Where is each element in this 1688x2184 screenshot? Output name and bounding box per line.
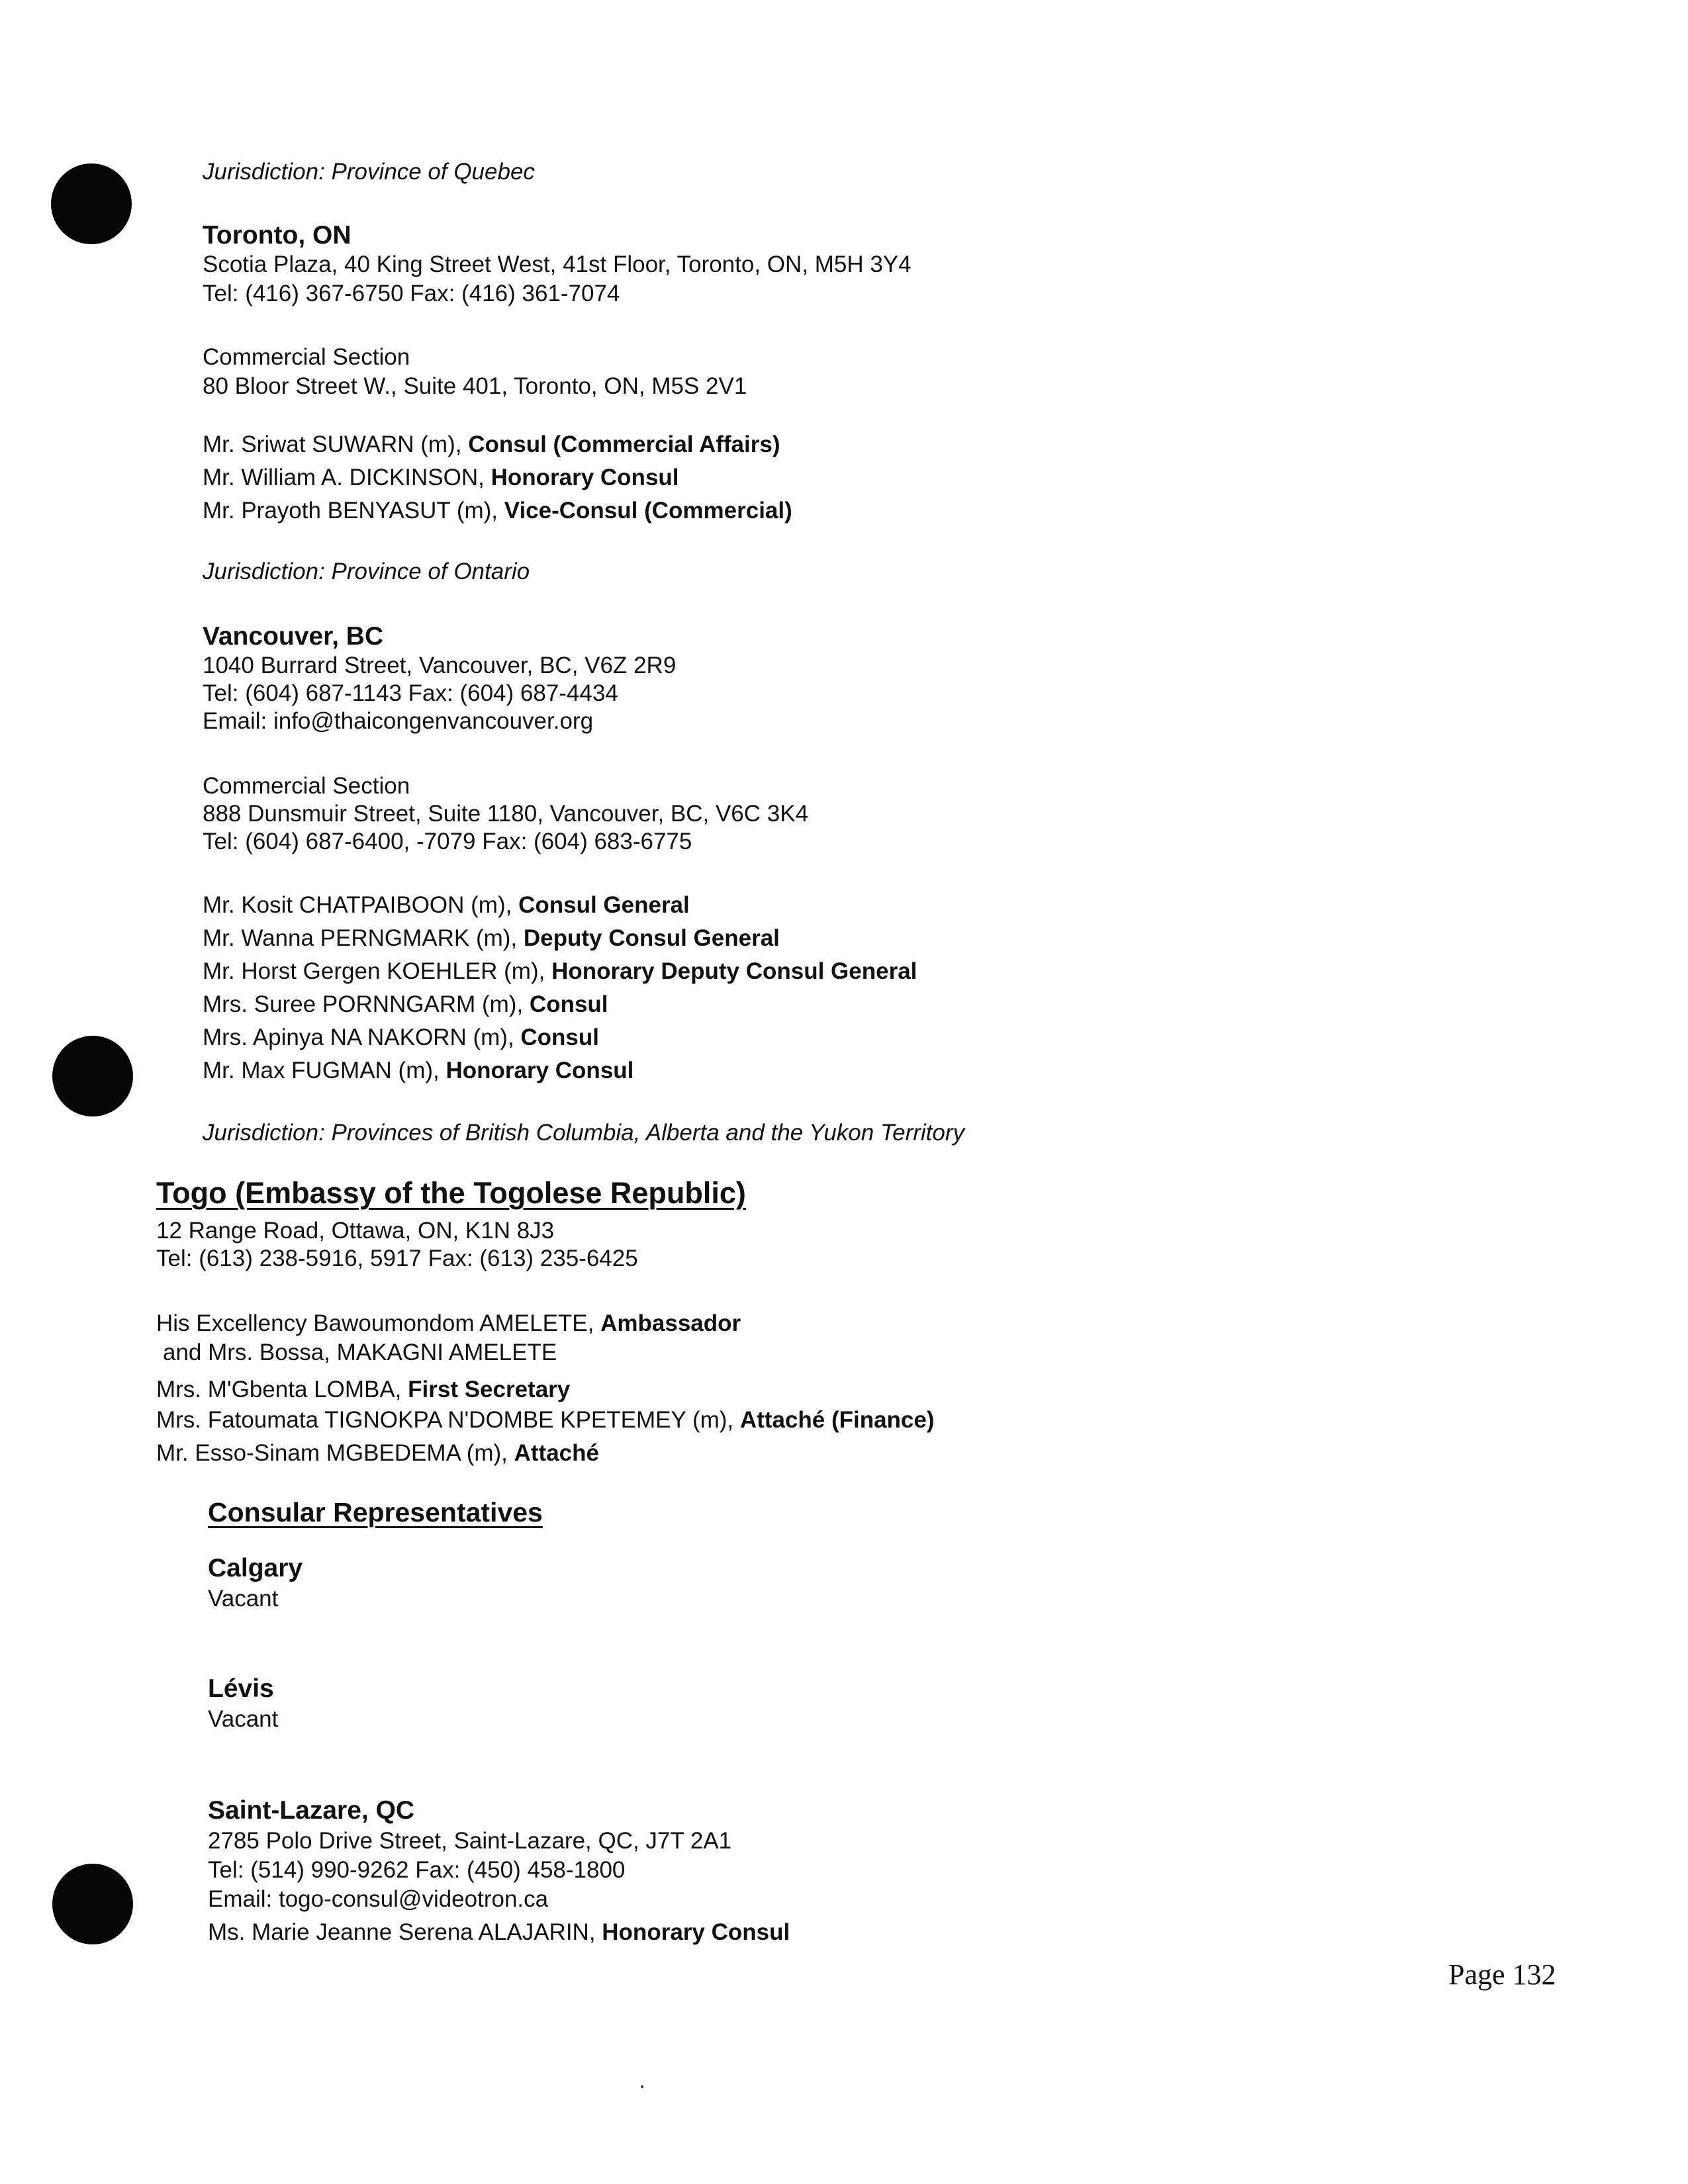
staff-name: Mr. Max FUGMAN (m), xyxy=(203,1058,446,1083)
staff-name: His Excellency Bawoumondom AMELETE, xyxy=(156,1310,601,1336)
staff-line xyxy=(203,1056,633,1085)
togo-tel: Tel: (613) 238-5916, 5917 Fax: (613) 235-6425 xyxy=(156,1246,638,1271)
vancouver-heading: Vancouver, BC xyxy=(203,622,384,651)
jurisdiction-quebec: Jurisdiction: Province of Quebec xyxy=(203,159,535,185)
staff-name: Mrs. Suree PORNNGARM (m), xyxy=(203,991,530,1017)
staff-line xyxy=(156,1375,570,1404)
staff-line xyxy=(156,1406,935,1435)
toronto-commercial-label: Commercial Section xyxy=(203,344,410,370)
scan-speck xyxy=(641,2085,643,2088)
staff-title: Vice-Consul (Commercial) xyxy=(504,498,792,523)
staff-name: Ms. Marie Jeanne Serena ALAJARIN, xyxy=(208,1919,602,1945)
jurisdiction-ontario: Jurisdiction: Province of Ontario xyxy=(203,559,530,584)
staff-title: Attaché (Finance) xyxy=(739,1407,935,1433)
binder-hole-top xyxy=(51,163,132,244)
staff-line xyxy=(203,463,679,492)
staff-title: Honorary Consul xyxy=(602,1919,790,1945)
togo-address: 12 Range Road, Ottawa, ON, K1N 8J3 xyxy=(156,1218,555,1244)
staff-line xyxy=(203,430,780,459)
staff-title: Consul xyxy=(529,991,608,1017)
staff-line xyxy=(208,1918,790,1947)
staff-name: Mr. William A. DICKINSON, xyxy=(203,465,491,490)
vancouver-commercial-tel: Tel: (604) 687-6400, -7079 Fax: (604) 683-6775 xyxy=(203,829,692,854)
calgary-status: Vacant xyxy=(208,1586,279,1612)
staff-name: Mrs. Fatoumata TIGNOKPA N'DOMBE KPETEMEY (m), xyxy=(156,1407,740,1433)
staff-title: Ambassador xyxy=(600,1310,741,1336)
binder-hole-bottom xyxy=(52,1864,133,1944)
staff-name: Mr. Esso-Sinam MGBEDEMA (m), xyxy=(156,1440,514,1466)
saint-lazare-tel: Tel: (514) 990-9262 Fax: (450) 458-1800 xyxy=(208,1857,626,1883)
staff-name: Mr. Sriwat SUWARN (m), xyxy=(203,432,469,457)
saint-lazare-address: 2785 Polo Drive Street, Saint-Lazare, QC, J7T 2A1 xyxy=(208,1828,732,1854)
jurisdiction-bc: Jurisdiction: Provinces of British Columbia, Alberta and the Yukon Territory xyxy=(203,1120,965,1146)
toronto-heading: Toronto, ON xyxy=(203,221,352,250)
ambassador-line xyxy=(156,1309,741,1338)
toronto-tel: Tel: (416) 367-6750 Fax: (416) 361-7074 xyxy=(203,281,620,306)
staff-title: Attaché xyxy=(514,1440,599,1466)
staff-name: Mrs. M'Gbenta LOMBA, xyxy=(156,1377,408,1402)
staff-title: Consul General xyxy=(518,892,690,918)
vancouver-commercial-address: 888 Dunsmuir Street, Suite 1180, Vancouver, BC, V6C 3K4 xyxy=(203,801,809,827)
staff-title: Honorary Consul xyxy=(491,465,679,490)
levis-heading: Lévis xyxy=(208,1674,274,1703)
togo-heading: Togo (Embassy of the Togolese Republic) xyxy=(156,1176,746,1210)
staff-line xyxy=(156,1439,599,1468)
staff-title: First Secretary xyxy=(408,1377,571,1402)
saint-lazare-email: Email: togo-consul@videotron.ca xyxy=(208,1886,549,1912)
staff-title: Honorary Deputy Consul General xyxy=(551,958,917,984)
ambassador-spouse: and Mrs. Bossa, MAKAGNI AMELETE xyxy=(163,1340,557,1365)
vancouver-address: 1040 Burrard Street, Vancouver, BC, V6Z 2R9 xyxy=(203,653,677,678)
staff-line xyxy=(203,957,917,986)
staff-title: Deputy Consul General xyxy=(523,925,780,951)
staff-line xyxy=(203,891,690,920)
vancouver-commercial-label: Commercial Section xyxy=(203,773,410,799)
staff-name: Mr. Horst Gergen KOEHLER (m), xyxy=(203,958,552,984)
staff-line xyxy=(203,924,780,953)
staff-line xyxy=(203,496,792,525)
calgary-heading: Calgary xyxy=(208,1554,303,1582)
staff-title: Honorary Consul xyxy=(445,1058,634,1083)
staff-name: Mr. Kosit CHATPAIBOON (m), xyxy=(203,892,519,918)
staff-name: Mr. Prayoth BENYASUT (m), xyxy=(203,498,504,523)
staff-line xyxy=(203,1023,599,1052)
levis-status: Vacant xyxy=(208,1706,279,1732)
staff-line xyxy=(203,990,608,1019)
vancouver-tel: Tel: (604) 687-1143 Fax: (604) 687-4434 xyxy=(203,680,618,706)
staff-name: Mrs. Apinya NA NAKORN (m), xyxy=(203,1024,521,1050)
consular-heading: Consular Representatives xyxy=(208,1497,543,1527)
page-number: Page 132 xyxy=(1448,1958,1556,1991)
saint-lazare-heading: Saint-Lazare, QC xyxy=(208,1796,415,1825)
toronto-address: Scotia Plaza, 40 King Street West, 41st Floor, Toronto, ON, M5H 3Y4 xyxy=(203,251,912,277)
toronto-commercial-address: 80 Bloor Street W., Suite 401, Toronto, ON, M5S 2V1 xyxy=(203,373,747,399)
staff-name: Mr. Wanna PERNGMARK (m), xyxy=(203,925,524,951)
vancouver-email: Email: info@thaicongenvancouver.org xyxy=(203,708,594,734)
binder-hole-middle xyxy=(52,1036,133,1116)
staff-title: Consul xyxy=(520,1024,599,1050)
staff-title: Consul (Commercial Affairs) xyxy=(468,432,780,457)
